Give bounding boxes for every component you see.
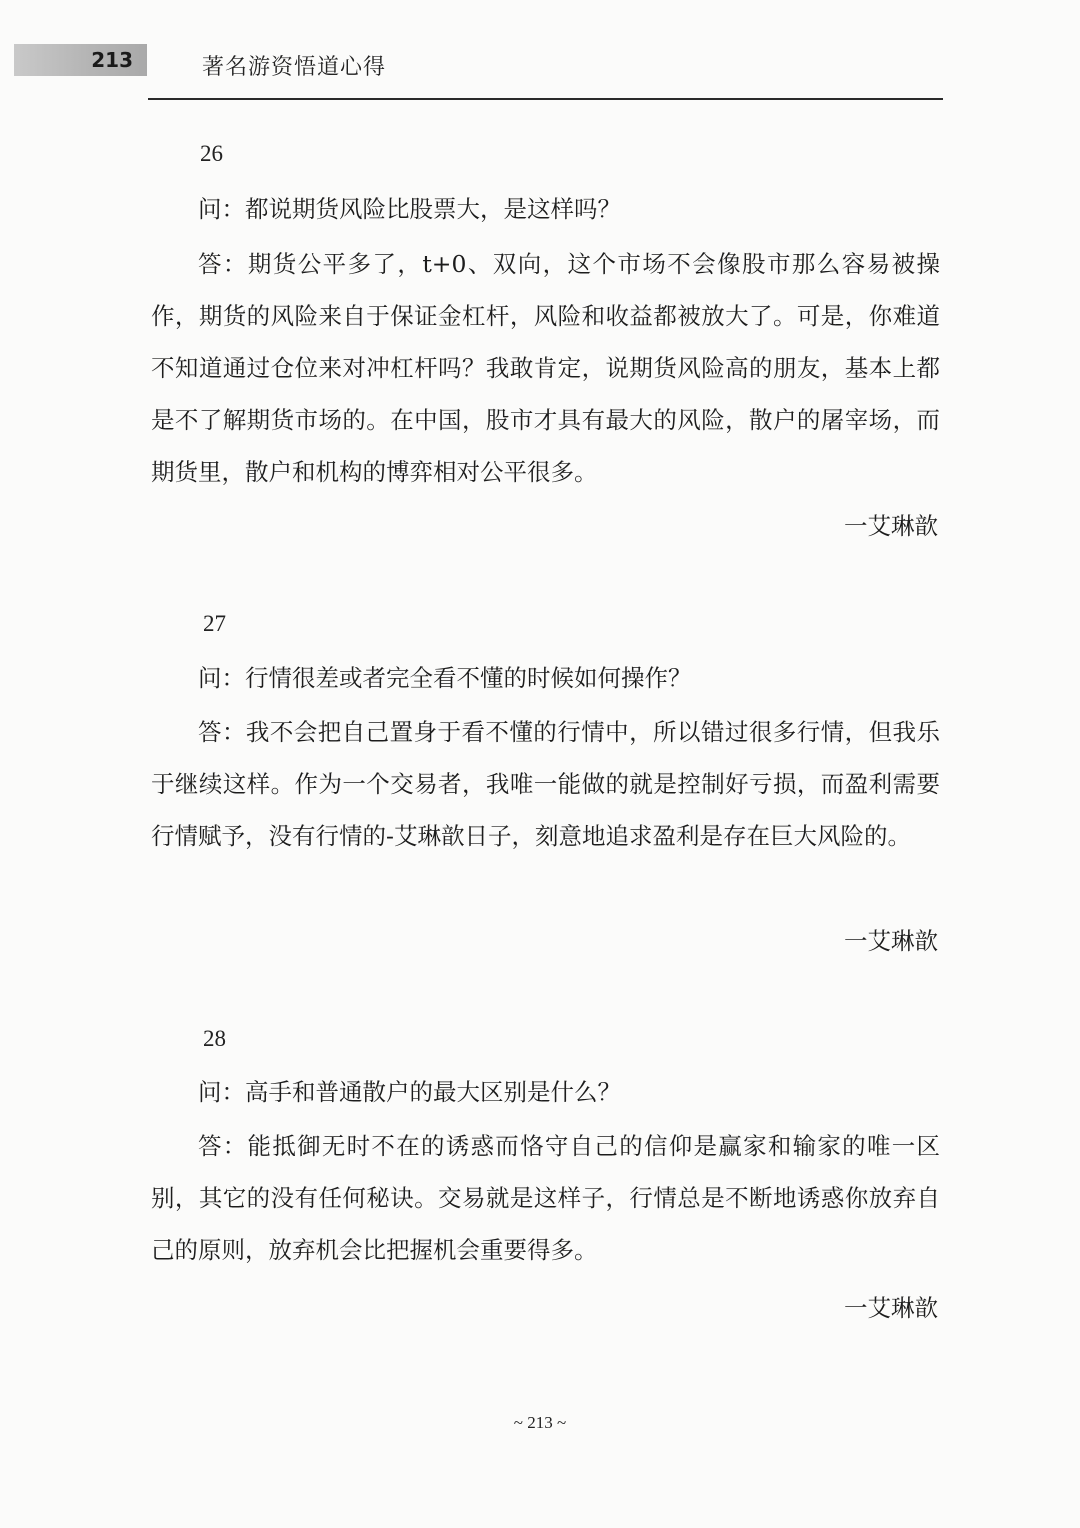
entry-number: 27 [203,611,226,636]
answer: 答：能抵御无时不在的诱惑而恪守自己的信仰是赢家和输家的唯一区别，其它的没有任何秘诀。交易就是这样子，行情总是不断地诱惑你放弃自己的原则，放弃机会比把握机会重要得多。 [151,1132,940,1264]
header-divider [148,98,943,100]
signature: 一艾琳歆 [844,512,938,540]
question: 问：都说期货风险比股票大，是这样吗？ [198,195,621,223]
entry-number: 28 [203,1026,226,1051]
footer-page-number: ~ 213 ~ [513,1413,567,1432]
page-number-tab [14,44,147,76]
book-title: 著名游资悟道心得 [202,55,387,80]
question: 问：行情很差或者完全看不懂的时候如何操作？ [198,664,692,692]
signature: 一艾琳歆 [844,1294,938,1322]
answer: 答：期货公平多了，t+0、双向，这个市场不会像股市那么容易被操作，期货的风险来自于保证金杠杆，风险和收益都被放大了。可是，你难道不知道通过仓位来对冲杠杆吗？我敢肯定，说期货风险高的朋友，基本上都是不了解期货市场的。在中国，股市才具有最大的风险，散户的屠宰场，而期货里，散户和机构的博弈相对公平很多。 [151,250,940,486]
entry-number: 26 [200,141,223,166]
signature: 一艾琳歆 [844,927,938,955]
header-page-number: 213 [91,48,133,72]
question: 问：高手和普通散户的最大区别是什么？ [198,1078,621,1106]
answer: 答：我不会把自己置身于看不懂的行情中，所以错过很多行情，但我乐于继续这样。作为一个交易者，我唯一能做的就是控制好亏损，而盈利需要行情赋予，没有行情的-艾琳歆日子，刻意地追求盈利是存在巨大风险的。 [151,718,940,850]
